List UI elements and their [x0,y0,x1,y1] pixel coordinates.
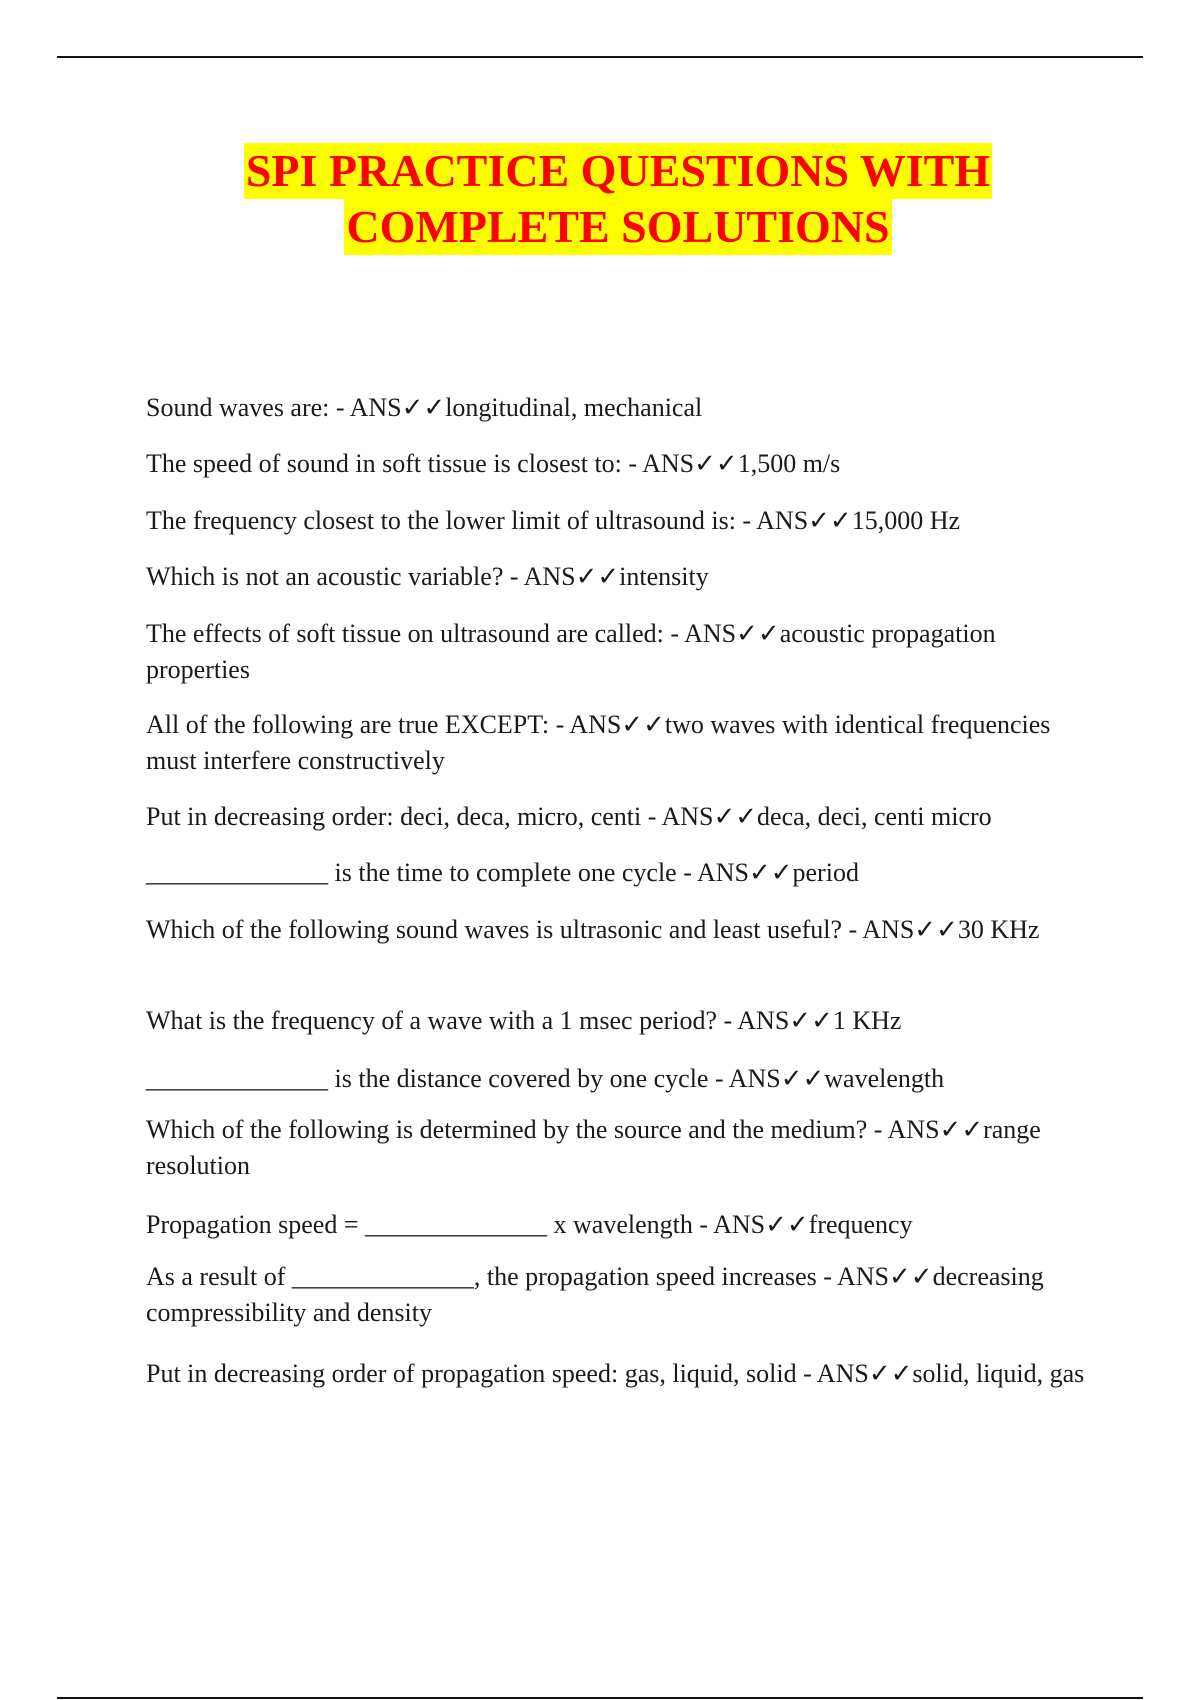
qa-item [146,559,1086,595]
qa-text: Sound waves are: - ANS✓✓longitudinal, mechanical [146,393,703,422]
qa-text: As a result of ______________, the propagation speed increases - ANS✓✓decreasing compressibility and density [146,1262,1044,1327]
qa-text: Propagation speed = ______________ x wavelength - ANS✓✓frequency [146,1210,913,1239]
title-line-2: COMPLETE SOLUTIONS [344,199,891,255]
qa-item [146,503,1086,539]
qa-item [146,707,1086,779]
qa-item [146,1356,1086,1392]
qa-text: What is the frequency of a wave with a 1 msec period? - ANS✓✓1 KHz [146,1006,902,1035]
qa-item [146,616,1086,688]
qa-item [146,1207,1086,1243]
title-line-1: SPI PRACTICE QUESTIONS WITH [244,143,992,199]
document-title [0,143,1200,255]
qa-item [146,1061,1086,1097]
qa-text: ______________ is the time to complete one cycle - ANS✓✓period [146,858,859,887]
qa-text: All of the following are true EXCEPT: - ANS✓✓two waves with identical frequencies must interfere constructively [146,710,1051,775]
qa-item [146,390,1086,426]
qa-text: Which is not an acoustic variable? - ANS✓✓intensity [146,562,709,591]
qa-item [146,1259,1086,1331]
qa-text: Which of the following is determined by the source and the medium? - ANS✓✓range resolution [146,1115,1041,1180]
top-rule [57,56,1143,58]
bottom-rule [57,1697,1143,1699]
qa-text: Put in decreasing order of propagation speed: gas, liquid, solid - ANS✓✓solid, liquid, gas [146,1359,1085,1388]
qa-text: ______________ is the distance covered by one cycle - ANS✓✓wavelength [146,1064,945,1093]
qa-item [146,799,1086,835]
qa-text: The effects of soft tissue on ultrasound are called: - ANS✓✓acoustic propagation properties [146,619,996,684]
qa-item [146,912,1086,948]
qa-item [146,1112,1086,1184]
qa-item [146,446,1086,482]
qa-item [146,1003,1086,1039]
qa-text: The speed of sound in soft tissue is closest to: - ANS✓✓1,500 m/s [146,449,841,478]
qa-text: The frequency closest to the lower limit of ultrasound is: - ANS✓✓15,000 Hz [146,506,961,535]
qa-item [146,855,1086,891]
qa-text: Which of the following sound waves is ultrasonic and least useful? - ANS✓✓30 KHz [146,915,1040,944]
qa-text: Put in decreasing order: deci, deca, micro, centi - ANS✓✓deca, deci, centi micro [146,802,992,831]
